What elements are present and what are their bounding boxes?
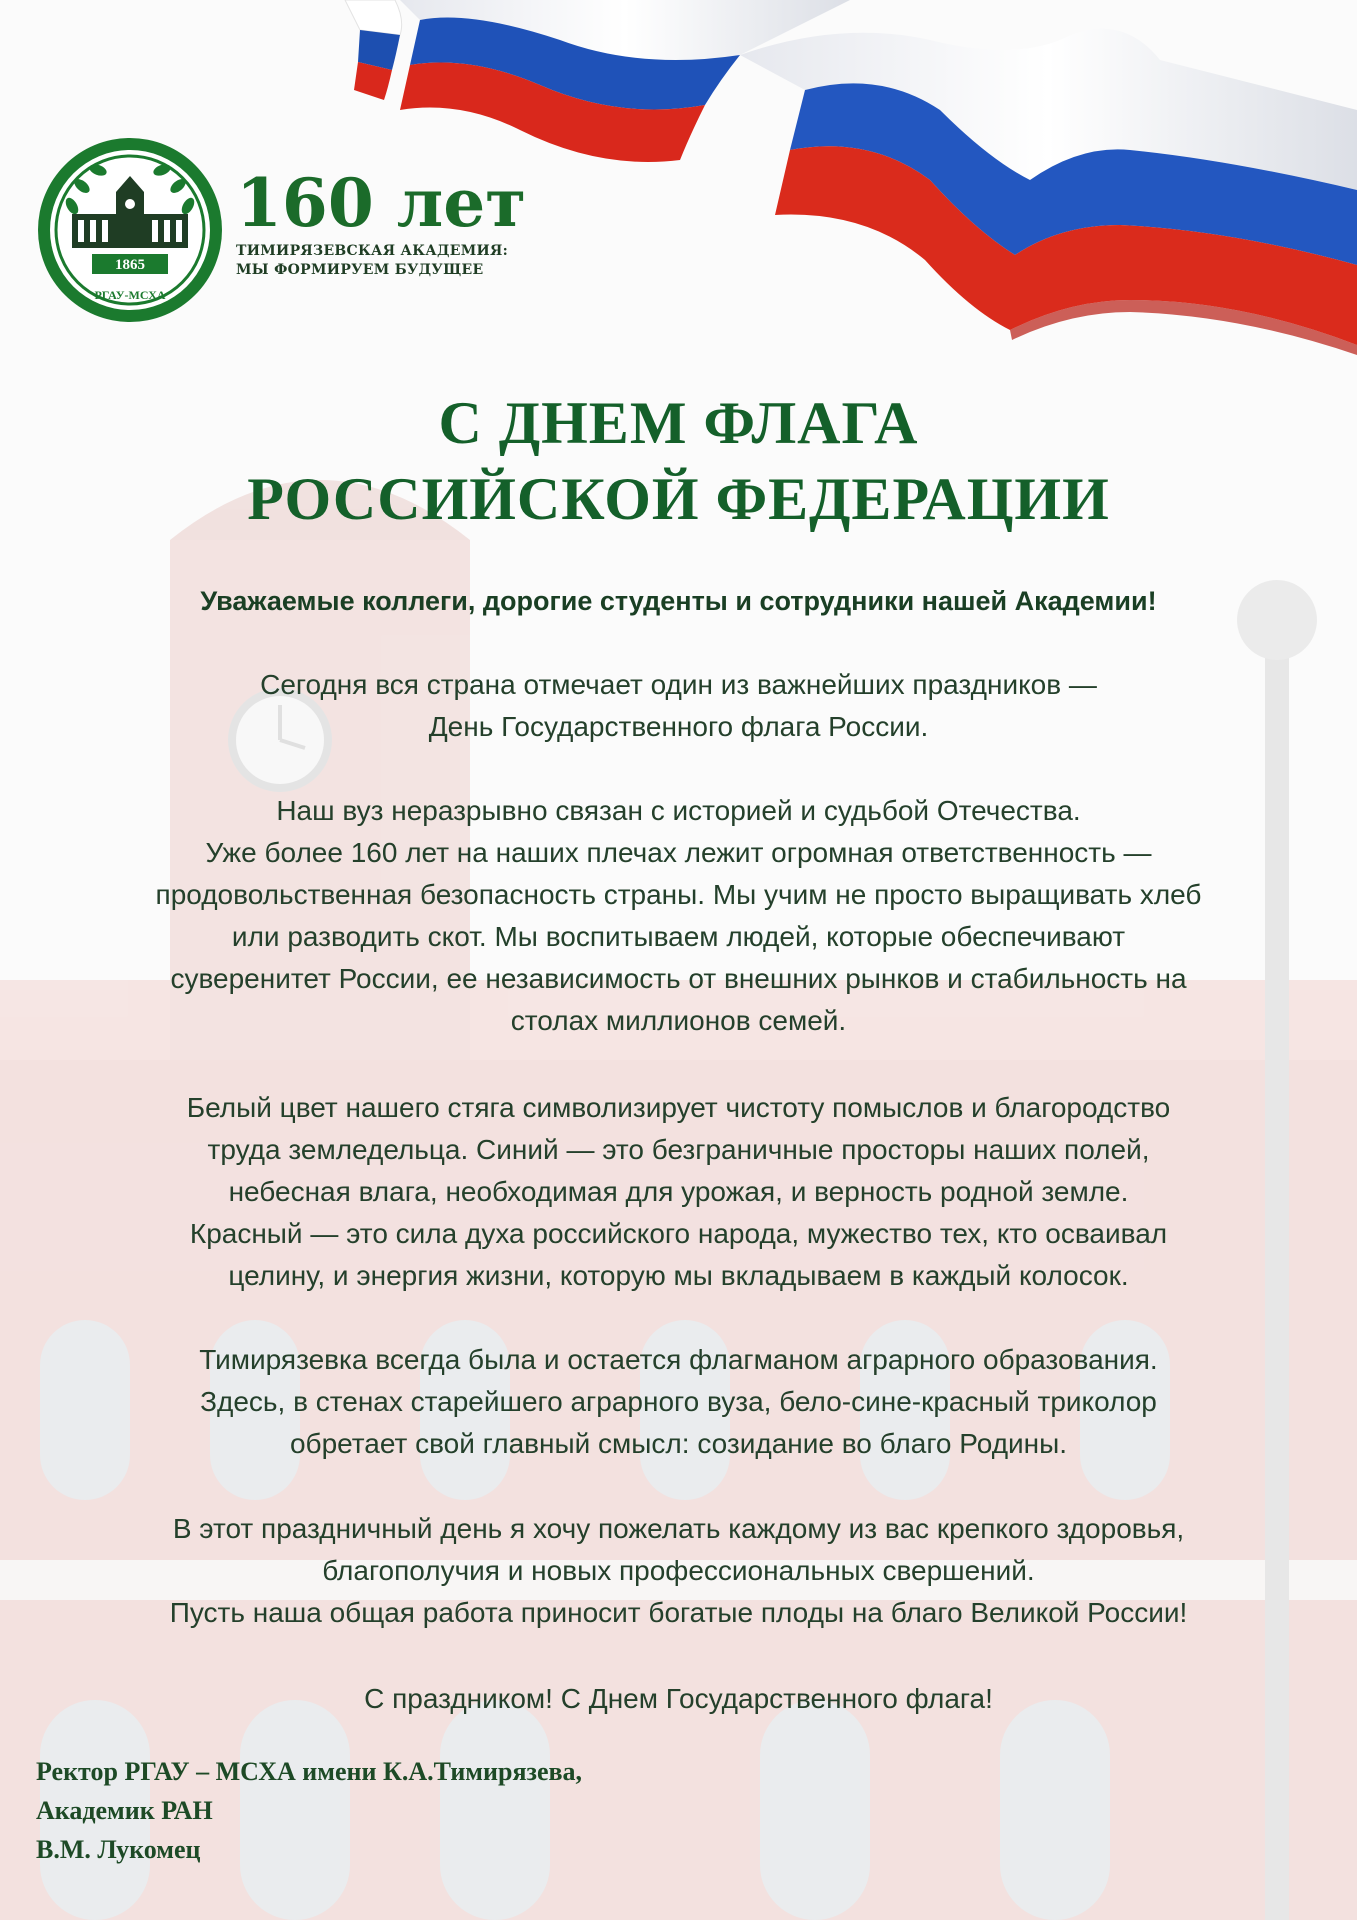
paragraph-6 <box>20 1678 1337 1720</box>
paragraph-5 <box>20 1508 1337 1634</box>
paragraph-line: День Государственного флага России. <box>428 711 929 742</box>
paragraph-line: Тимирязевка всегда была и остается флагманом аграрного образования. <box>199 1344 1158 1375</box>
paragraph-line: С праздником! С Днем Государственного флага! <box>364 1683 993 1714</box>
paragraph-line: Белый цвет нашего стяга символизирует чистоту помыслов и благородство <box>186 1092 1171 1123</box>
paragraph-line: целину, и энергия жизни, которую мы вкладываем в каждый колосок. <box>228 1260 1129 1291</box>
logo-ring-text: РГАУ-МСХА <box>94 288 166 302</box>
academy-logo <box>36 136 224 324</box>
anniversary-brand <box>236 164 527 280</box>
signature-block <box>36 1752 582 1869</box>
paragraph-line: небесная влага, необходимая для урожая, и верность родной земле. <box>228 1176 1129 1207</box>
paragraph-2 <box>20 790 1337 1042</box>
paragraph-line: Пусть наша общая работа приносит богатые плоды на благо Великой России! <box>169 1597 1188 1628</box>
salutation: Уважаемые коллеги, дорогие студенты и сотрудники нашей Академии! <box>200 586 1157 616</box>
paragraph-line: или разводить скот. Мы воспитываем людей, которые обеспечивают <box>231 921 1126 952</box>
title-line-1: С ДНЕМ ФЛАГА <box>438 390 919 456</box>
anniversary-headline: 160 лет <box>236 164 527 242</box>
paragraph-line: Красный — это сила духа российского народа, мужество тех, кто осваивал <box>189 1218 1168 1249</box>
paragraph-line: Сегодня вся страна отмечает один из важнейших праздников — <box>260 669 1097 700</box>
logo-year: 1865 <box>115 257 145 273</box>
page-title <box>0 385 1357 537</box>
paragraph-line: Уже более 160 лет на наших плечах лежит огромная ответственность — <box>205 837 1152 868</box>
signature-line-2: Академик РАН <box>36 1796 213 1825</box>
paragraph-line: труда земледельца. Синий — это безграничные просторы наших полей, <box>207 1134 1150 1165</box>
paragraph-line: Здесь, в стенах старейшего аграрного вуза, бело-сине-красный триколор <box>200 1386 1157 1417</box>
paragraph-line: суверенитет России, ее независимость от внешних рынков и стабильность на <box>170 963 1187 994</box>
brand-subtitle-line2: МЫ ФОРМИРУЕМ БУДУЩЕЕ <box>236 262 484 278</box>
paragraph-line: В этот праздничный день я хочу пожелать каждому из вас крепкого здоровья, <box>172 1513 1185 1544</box>
paragraph-1 <box>20 664 1337 748</box>
title-line-2: РОССИЙСКОЙ ФЕДЕРАЦИИ <box>247 466 1110 532</box>
paragraph-line: столах миллионов семей. <box>510 1005 847 1036</box>
paragraph-line: продовольственная безопасность страны. Мы учим не просто выращивать хлеб <box>155 879 1202 910</box>
paragraph-4 <box>20 1339 1337 1465</box>
paragraph-line: обретает свой главный смысл: созидание во благо Родины. <box>289 1428 1068 1459</box>
paragraph-line: Наш вуз неразрывно связан с историей и судьбой Отечества. <box>276 795 1081 826</box>
brand-subtitle-line1: ТИМИРЯЗЕВСКАЯ АКАДЕМИЯ: <box>236 243 509 259</box>
signature-line-1: Ректор РГАУ – МСХА имени К.А.Тимирязева, <box>36 1757 583 1786</box>
paragraph-3 <box>20 1087 1337 1297</box>
paragraph-line: благополучия и новых профессиональных свершений. <box>322 1555 1035 1586</box>
signature-line-3: В.М. Лукомец <box>36 1835 201 1864</box>
